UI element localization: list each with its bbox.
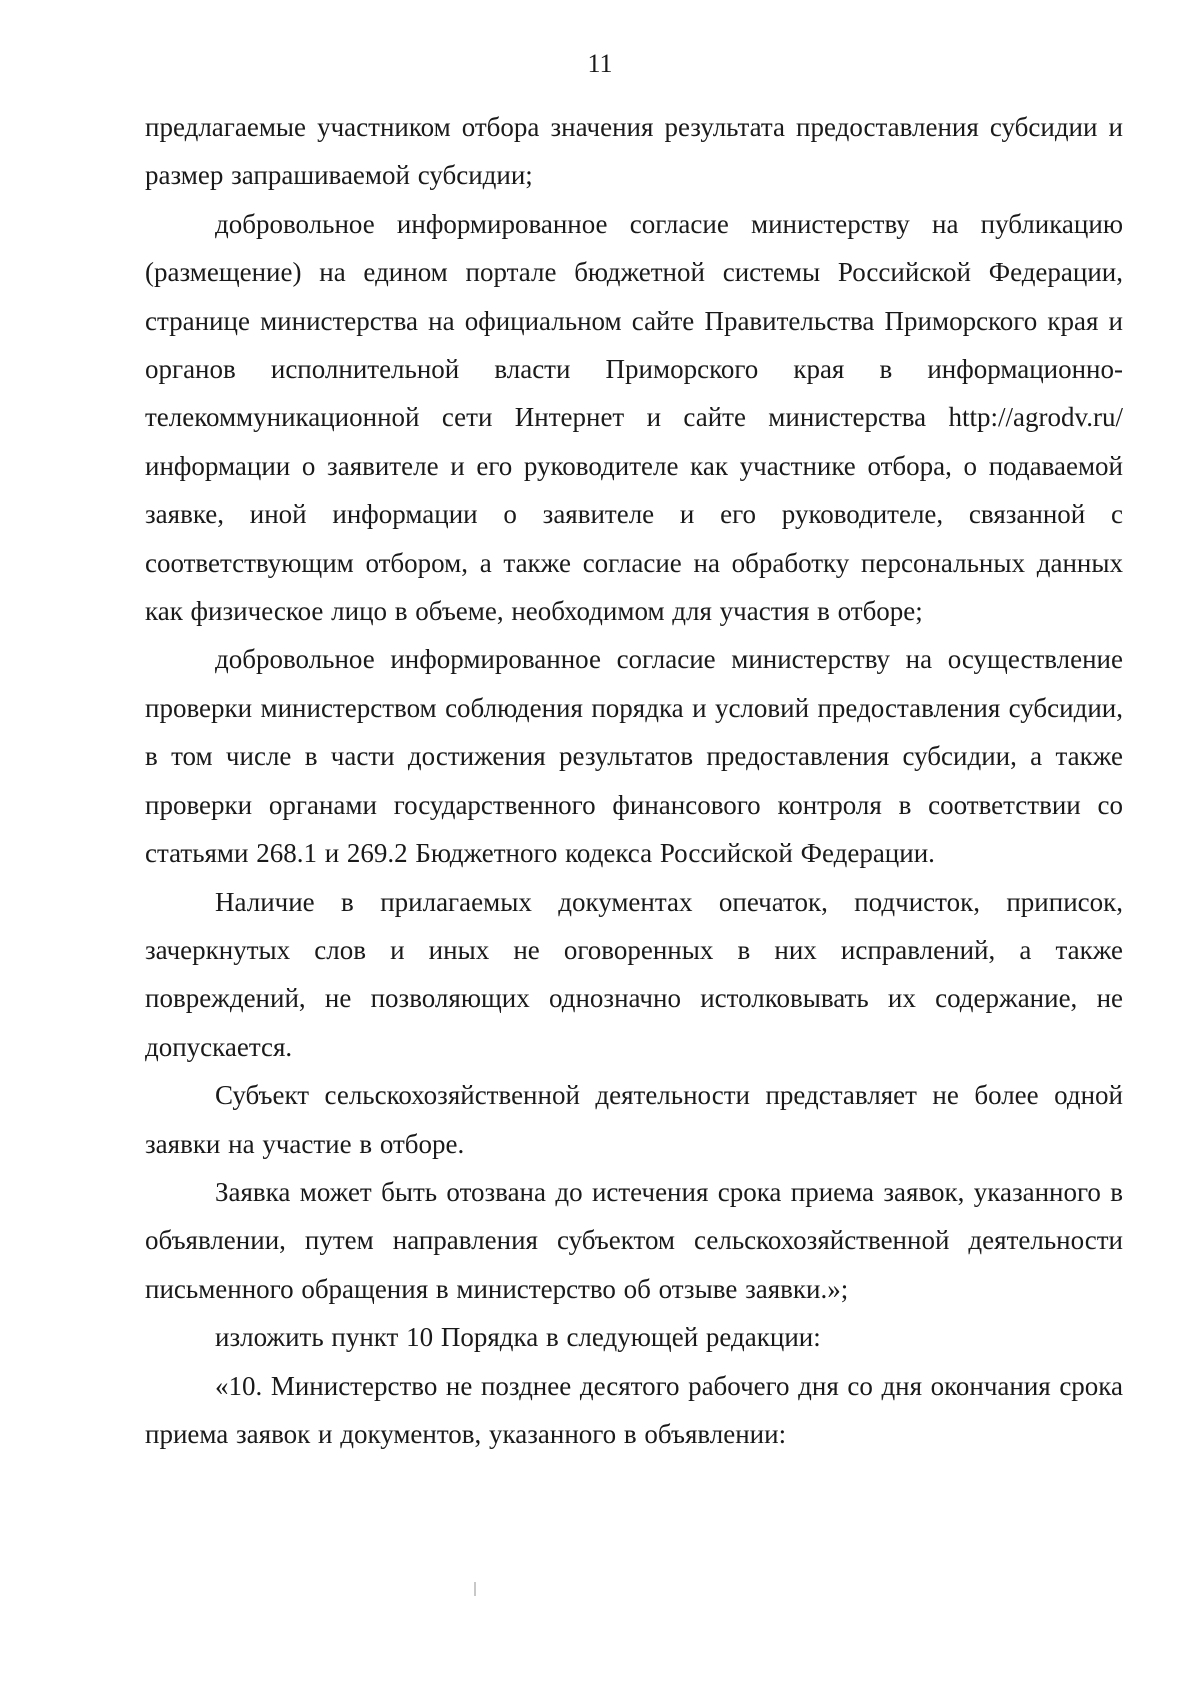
page-number: 11 [587, 49, 613, 78]
paragraph-clause-10: «10. Министерство не позднее десятого рабочего дня со дня окончания срока приема заявок и документов, указанного в объявлении: [145, 1370, 1123, 1449]
paragraph-single-application: Субъект сельскохозяйственной деятельности представляет не более одной заявки на участие в отборе. [145, 1080, 1123, 1159]
scan-artifact [474, 1582, 476, 1596]
paragraph-result-values: предлагаемые участником отбора значения результата предоставления субсидии и размер запрашиваемой субсидии; [145, 112, 1123, 191]
paragraph-amend-clause-10: изложить пункт 10 Порядка в следующей редакции: [215, 1322, 821, 1353]
paragraph-document-corrections: Наличие в прилагаемых документах опечаток, подчисток, приписок, зачеркнутых слов и иных не оговоренных в них исправлений, а также повреждений, не позволяющих однозначно истолковывать их содержание, не допускается. [145, 886, 1123, 1062]
document-body [145, 103, 1123, 1458]
paragraph-consent-inspection: добровольное информированное согласие министерству на осуществление проверки министерством соблюдения порядка и условий предоставления субсидии, в том числе в части достижения результатов предоставления субсидии, а также проверки органами государственного финансового контроля в соответствии со статьями 268.1 и 269.2 Бюджетного кодекса Российской Федерации. [145, 644, 1123, 869]
paragraph-application-withdrawal: Заявка может быть отозвана до истечения срока приема заявок, указанного в объявлении, путем направления субъектом сельскохозяйственной деятельности письменного обращения в министерство об отзыве заявки.»; [145, 1176, 1123, 1304]
paragraph-consent-publication: добровольное информированное согласие министерству на публикацию (размещение) на едином портале бюджетной системы Российской Федерации, странице министерства на официальном сайте Правительства Приморского края и органов исполнительной власти Приморского края в информационно-телекоммуникационной сети Интернет и сайте министерства http://agrodv.ru/ информации о заявителе и его руководителе как участнике отбора, о подаваемой заявке, иной информации о заявителе и его руководителе, связанной с соответствующим отбором, а также согласие на обработку персональных данных как физическое лицо в объеме, необходимом для участия в отборе; [145, 208, 1123, 627]
